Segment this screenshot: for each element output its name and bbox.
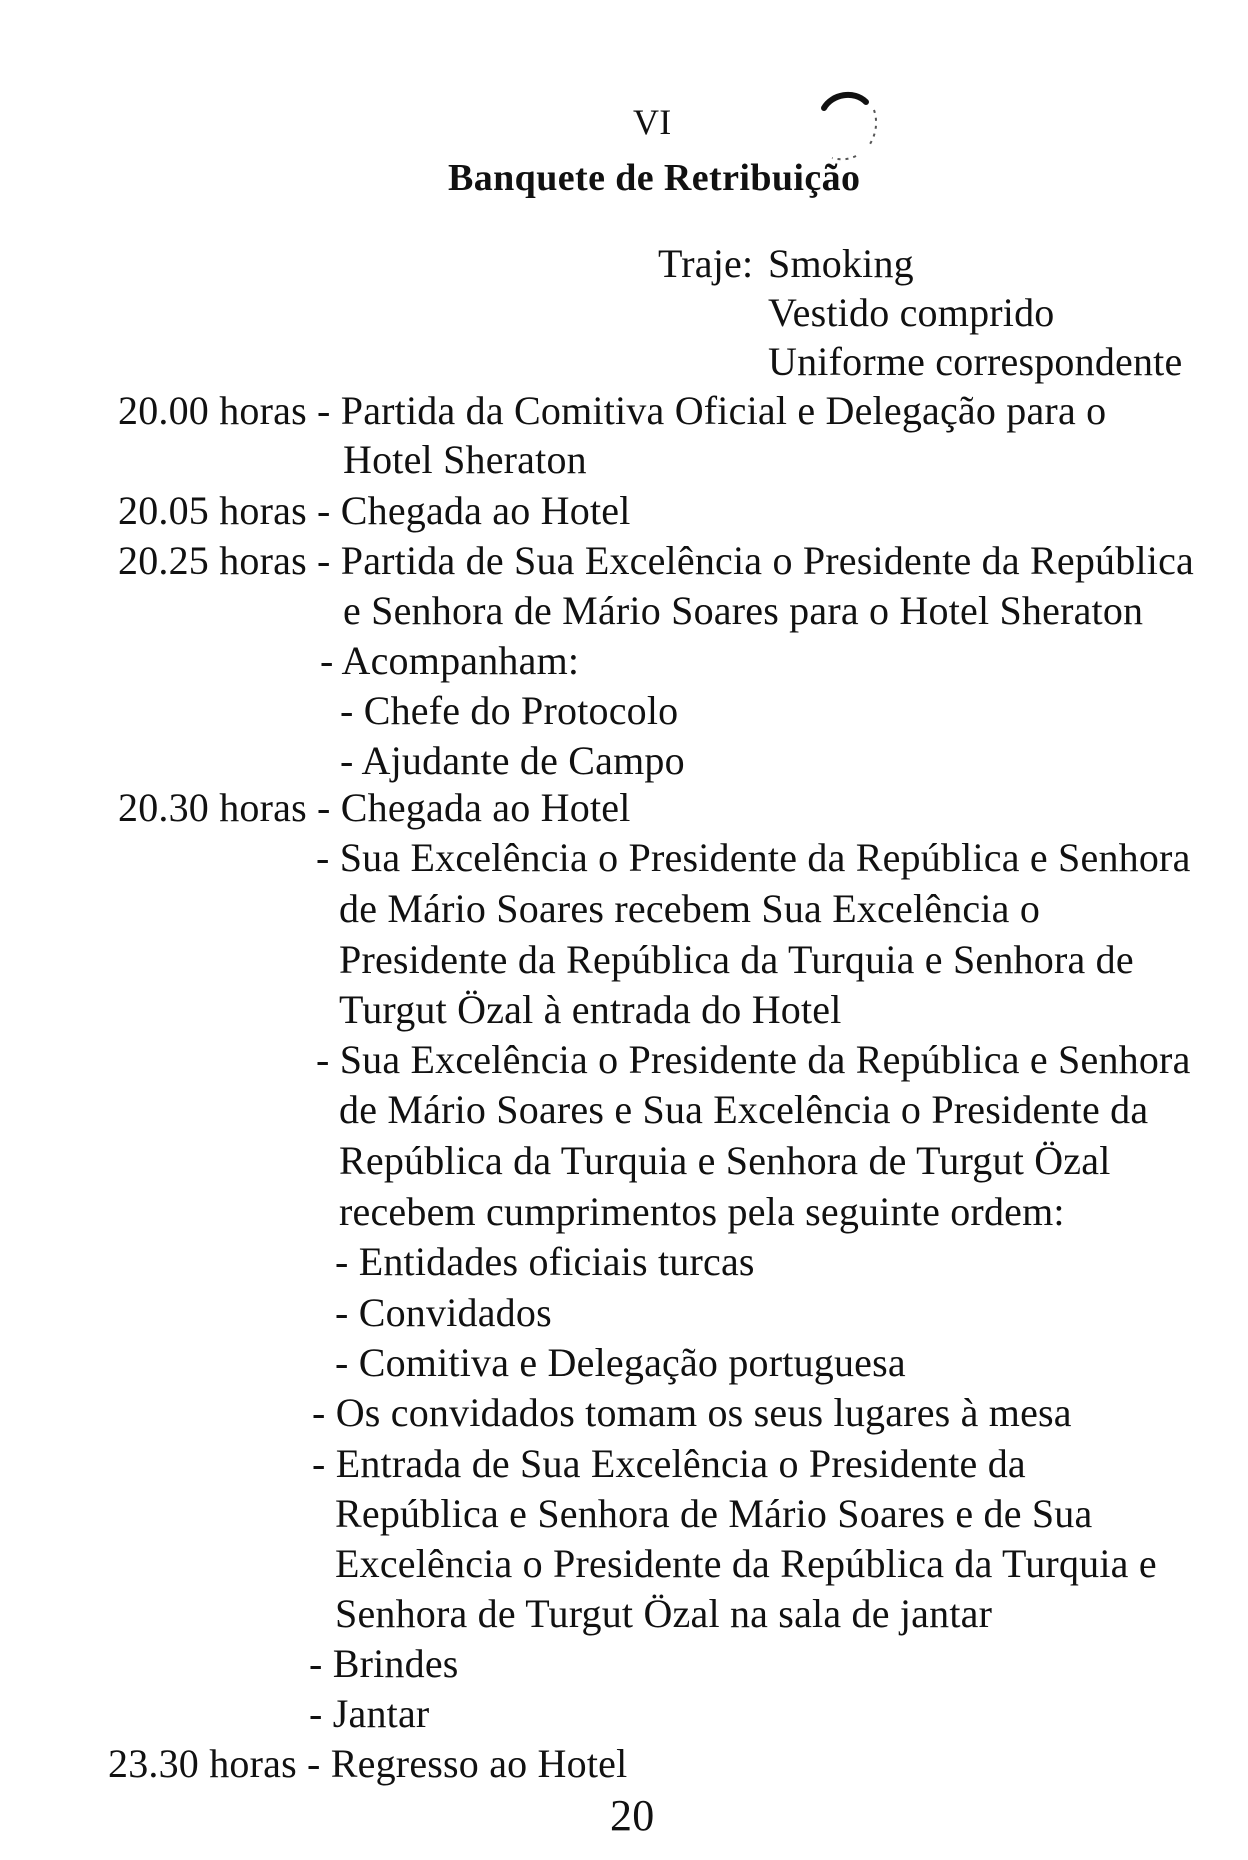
schedule-line: 20.00 horas - Partida da Comitiva Oficial e Delegação para o [118,388,1107,433]
schedule-line: Hotel Sheraton [343,437,587,482]
schedule-line: - Acompanham: [320,638,580,683]
schedule-line: - Sua Excelência o Presidente da República e Senhora [316,835,1191,880]
schedule-line: Senhora de Turgut Özal na sala de jantar [335,1591,993,1636]
schedule-line: 20.25 horas - Partida de Sua Excelência o Presidente da República [118,538,1194,583]
dress-code-item: Uniforme correspondente [768,339,1183,384]
schedule-line: recebem cumprimentos pela seguinte ordem: [339,1189,1065,1234]
schedule-line: e Senhora de Mário Soares para o Hotel Sheraton [343,588,1144,633]
schedule-line: - Brindes [309,1641,459,1686]
schedule-line: 20.05 horas - Chegada ao Hotel [118,488,631,533]
schedule-line: - Jantar [309,1691,430,1736]
schedule-line: República da Turquia e Senhora de Turgut Özal [339,1138,1111,1183]
section-number: VI [633,102,672,142]
schedule-line: - Entidades oficiais turcas [335,1239,755,1284]
schedule-line: - Sua Excelência o Presidente da República e Senhora [316,1037,1191,1082]
schedule-line: República e Senhora de Mário Soares e de Sua [335,1491,1093,1536]
schedule-line: Excelência o Presidente da República da Turquia e [335,1541,1157,1586]
schedule-line: Presidente da República da Turquia e Senhora de [339,937,1134,982]
schedule-line: - Ajudante de Campo [340,738,685,783]
schedule-line: - Os convidados tomam os seus lugares à mesa [312,1390,1072,1435]
punch-hole-mark [812,86,882,166]
schedule-line: 20.30 horas - Chegada ao Hotel [118,785,631,830]
page-title: Banquete de Retribuição [448,157,861,199]
schedule-line: Turgut Özal à entrada do Hotel [339,987,842,1032]
schedule-line: - Chefe do Protocolo [340,688,679,733]
schedule-line: - Entrada de Sua Excelência o Presidente da [312,1441,1026,1486]
dress-code-item: Smoking [768,241,914,286]
schedule-line: de Mário Soares e Sua Excelência o Presidente da [339,1087,1149,1132]
schedule-line: 23.30 horas - Regresso ao Hotel [108,1741,628,1786]
page-number: 20 [610,1791,655,1840]
dress-code-label: Traje: [658,241,754,286]
schedule-line: de Mário Soares recebem Sua Excelência o [339,886,1041,931]
dress-code-item: Vestido comprido [768,290,1055,335]
schedule-line: - Convidados [335,1290,552,1335]
schedule-line: - Comitiva e Delegação portuguesa [335,1340,906,1385]
